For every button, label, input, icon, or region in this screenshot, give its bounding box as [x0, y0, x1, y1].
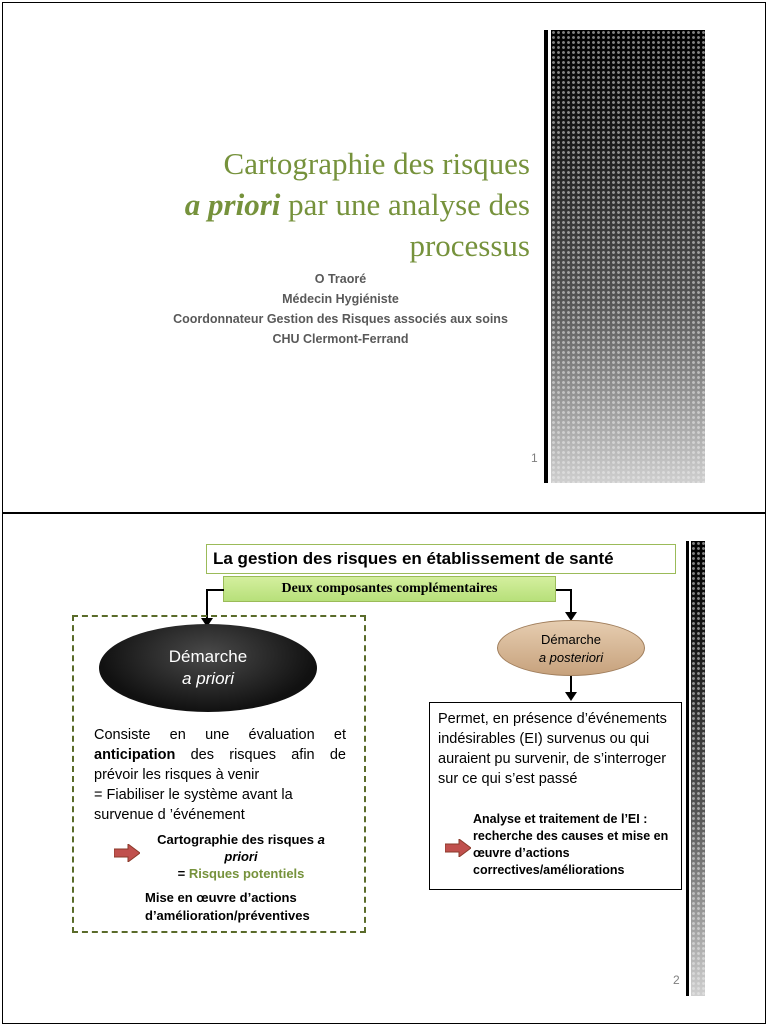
author-position: Coordonnateur Gestion des Risques associés aux soins	[173, 312, 508, 326]
title-line-3: processus	[409, 228, 530, 263]
author-institution: CHU Clermont-Ferrand	[272, 332, 409, 346]
carto-text: Cartographie des risques	[157, 832, 314, 847]
a-priori-label: Démarche	[168, 647, 248, 666]
a-priori-description	[94, 725, 346, 825]
arrow-down-icon	[565, 692, 577, 702]
author-name: O Traoré	[314, 272, 367, 286]
slide-1-title	[30, 143, 530, 266]
desc-part-1: Consiste en une évaluation et	[94, 727, 346, 743]
a-posteriori-label: Démarche	[541, 632, 601, 647]
desc-part-2: des risques afin de prévoir les risques à venir	[94, 747, 346, 783]
desc-part-3: = Fiabiliser le système avant la survenue d ’événement	[94, 787, 293, 823]
connector-line	[556, 589, 571, 591]
decorative-bar	[544, 30, 548, 483]
carto-eq: =	[177, 866, 189, 881]
analyse-text: Analyse et traitement de l’EI : recherche des causes et mise en œuvre d’actions correctives/améliorations	[473, 812, 669, 877]
slide-1	[2, 2, 766, 513]
mise-en-oeuvre-text: Mise en œuvre d’actions d’amélioration/préventives	[145, 890, 310, 923]
slide-2-title: La gestion des risques en établissement de santé	[206, 544, 676, 574]
authors-block	[153, 269, 528, 349]
a-priori-oval	[99, 624, 317, 712]
decorative-pattern	[691, 541, 705, 996]
decorative-pattern	[551, 30, 705, 483]
a-posteriori-oval	[497, 620, 645, 676]
page-number: 2	[673, 973, 680, 987]
a-posteriori-description: Permet, en présence d’événements indésirables (EI) survenus ou qui auraient pu survenir, de s’interroger sur ce qui s’est passé	[438, 711, 667, 787]
carto-green: Risques potentiels	[188, 866, 305, 881]
slide-2	[2, 513, 766, 1024]
cartography-block	[141, 831, 341, 882]
a-posteriori-italic: a posteriori	[538, 650, 604, 665]
arrow-right-icon	[114, 844, 140, 862]
connector-line	[206, 589, 224, 591]
arrow-right-icon	[445, 839, 471, 857]
carto-line	[141, 831, 341, 865]
carto-italic: a priori	[224, 832, 325, 864]
desc-bold: anticipation	[94, 747, 176, 763]
author-role: Médecin Hygiéniste	[282, 292, 399, 306]
carto-eq-line	[141, 865, 341, 882]
page-number: 1	[531, 451, 538, 465]
decorative-bar	[686, 541, 689, 996]
title-line-2	[30, 184, 530, 225]
title-line-2-rest: par une analyse des	[280, 187, 530, 222]
a-priori-italic: a priori	[182, 669, 234, 688]
title-italic: a priori	[184, 187, 281, 222]
subtitle-banner: Deux composantes complémentaires	[223, 576, 556, 602]
title-line-1: Cartographie des risques	[223, 146, 530, 181]
